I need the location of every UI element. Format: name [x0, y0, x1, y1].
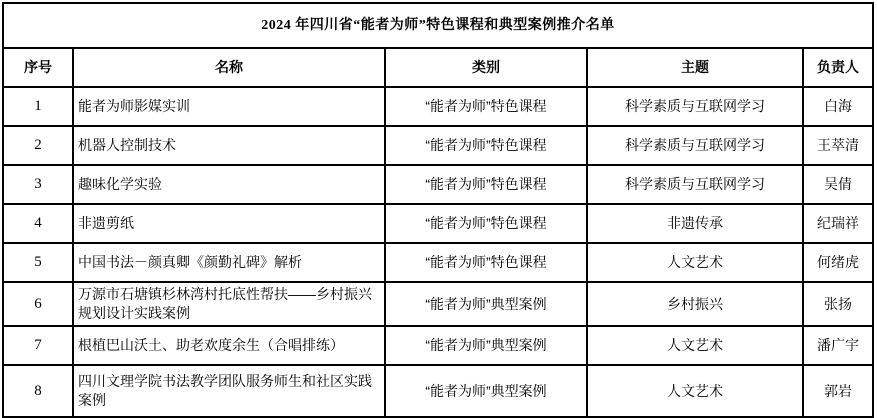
row-theme-cell: 人文艺术 [587, 365, 803, 417]
row-leader-cell: 吴倩 [803, 165, 873, 204]
col-header-name: 名称 [73, 48, 385, 87]
row-category-cell: “能者为师”典型案例 [385, 365, 587, 417]
row-number-cell: 6 [3, 282, 73, 326]
row-name-cell: 中国书法－颜真卿《颜勤礼碑》解析 [73, 243, 385, 282]
row-leader-cell: 郭岩 [803, 365, 873, 417]
row-category-cell: “能者为师”特色课程 [385, 243, 587, 282]
row-number-cell: 2 [3, 126, 73, 165]
col-header-no: 序号 [3, 48, 73, 87]
row-name-cell: 机器人控制技术 [73, 126, 385, 165]
table-title: 2024 年四川省“能者为师”特色课程和典型案例推介名单 [3, 3, 873, 48]
title-row [3, 3, 873, 48]
row-leader-cell: 潘广宇 [803, 326, 873, 365]
table-header-row [3, 48, 873, 87]
row-theme-cell: 科学素质与互联网学习 [587, 87, 803, 126]
table-row [3, 326, 873, 365]
row-number-cell: 7 [3, 326, 73, 365]
recommendation-table [2, 2, 874, 418]
table-row [3, 282, 873, 326]
row-number-cell: 4 [3, 204, 73, 243]
table-row [3, 126, 873, 165]
row-theme-cell: 人文艺术 [587, 326, 803, 365]
table-row [3, 204, 873, 243]
row-theme-cell: 科学素质与互联网学习 [587, 126, 803, 165]
table-body [3, 87, 873, 417]
row-category-cell: “能者为师”特色课程 [385, 165, 587, 204]
table-row [3, 87, 873, 126]
row-leader-cell: 纪瑞祥 [803, 204, 873, 243]
col-header-leader: 负责人 [803, 48, 873, 87]
col-header-category: 类别 [385, 48, 587, 87]
row-number-cell: 3 [3, 165, 73, 204]
row-theme-cell: 科学素质与互联网学习 [587, 165, 803, 204]
row-theme-cell: 人文艺术 [587, 243, 803, 282]
row-name-cell: 趣味化学实验 [73, 165, 385, 204]
col-header-theme: 主题 [587, 48, 803, 87]
row-category-cell: “能者为师”典型案例 [385, 282, 587, 326]
row-category-cell: “能者为师”特色课程 [385, 204, 587, 243]
row-theme-cell: 非遗传承 [587, 204, 803, 243]
row-category-cell: “能者为师”特色课程 [385, 87, 587, 126]
row-number-cell: 8 [3, 365, 73, 417]
row-leader-cell: 何绪虎 [803, 243, 873, 282]
row-name-cell: 能者为师影媒实训 [73, 87, 385, 126]
row-name-cell: 根植巴山沃土、助老欢度余生（合唱排练） [73, 326, 385, 365]
row-number-cell: 1 [3, 87, 73, 126]
row-theme-cell: 乡村振兴 [587, 282, 803, 326]
row-category-cell: “能者为师”特色课程 [385, 126, 587, 165]
row-name-cell: 万源市石塘镇杉林湾村托底性帮扶——乡村振兴规划设计实践案例 [73, 282, 385, 326]
table-row [3, 243, 873, 282]
row-name-cell: 四川文理学院书法教学团队服务师生和社区实践案例 [73, 365, 385, 417]
row-name-cell: 非遗剪纸 [73, 204, 385, 243]
row-leader-cell: 白海 [803, 87, 873, 126]
table-row [3, 365, 873, 417]
row-leader-cell: 王萃清 [803, 126, 873, 165]
row-leader-cell: 张扬 [803, 282, 873, 326]
row-number-cell: 5 [3, 243, 73, 282]
table-row [3, 165, 873, 204]
row-category-cell: “能者为师”典型案例 [385, 326, 587, 365]
